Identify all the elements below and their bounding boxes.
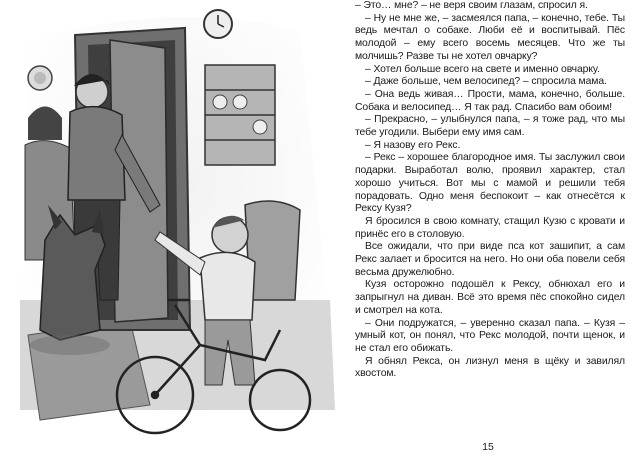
paragraph: – Я назову его Рекс. — [365, 139, 461, 151]
paragraph: – Она ведь живая… Прости, мама, конечно, больше. Собака и велосипед… Я так рад. Спасибо вам обоим! — [355, 88, 625, 113]
paragraph: – Даже больше, чем велосипед? – спросила мама. — [365, 76, 607, 88]
paragraph: – Хотел больше всего на свете и именно овчарку. — [365, 63, 600, 75]
clock-icon — [204, 10, 232, 38]
paragraph: Кузя осторожно подошёл к Рексу, обнюхал его и запрыгнул на диван. Всё это время пёс спокойно сидел и смотрел на кота. — [355, 279, 625, 316]
dish-shelf — [205, 65, 275, 165]
paragraph: – Рекс – хорошее благородное имя. Ты заслужил свои подарки. Выработал волю, проявил характер, стал хорошо учиться. Вот мы с мамой и решили тебя порадовать. Одно меня беспокоит – как отнесётся к Рексу Кузя? — [355, 152, 625, 215]
paragraph: – Это… мне? – не веря своим глазам, спросил я. — [355, 0, 588, 11]
paragraph: Все ожидали, что при виде пса кот зашипит, а сам Рекс залает и бросится на него. Но они оба повели себя весьма дружелюбно. — [355, 241, 625, 278]
page-number: 15 — [482, 441, 494, 453]
paragraph: – Прекрасно, – улыбнулся папа, – я тоже рад, что мы тебе угодили. Выбери ему имя сам. — [355, 114, 625, 139]
paragraph: Я обнял Рекса, он лизнул меня в щёку и завилял хвостом. — [355, 355, 625, 380]
story-text — [355, 0, 625, 440]
paragraph: – Они подружатся, – уверенно сказал папа. – Кузя – умный кот, он понял, что Рекс молодой, почти щенок, и не стал его обижать. — [355, 317, 625, 354]
paragraph: Я бросился в свою комнату, стащил Кузю с кровати и принёс его в столовую. — [355, 215, 625, 240]
paragraph: – Ну не мне же, – засмеялся папа, – конечно, тебе. Ты ведь мечтал о собаке. Люби её и воспитывай. Пёс молодой – ему всего восемь месяцев. Что же ты молчишь? Разве ты не хотел овчарку? — [355, 12, 625, 62]
